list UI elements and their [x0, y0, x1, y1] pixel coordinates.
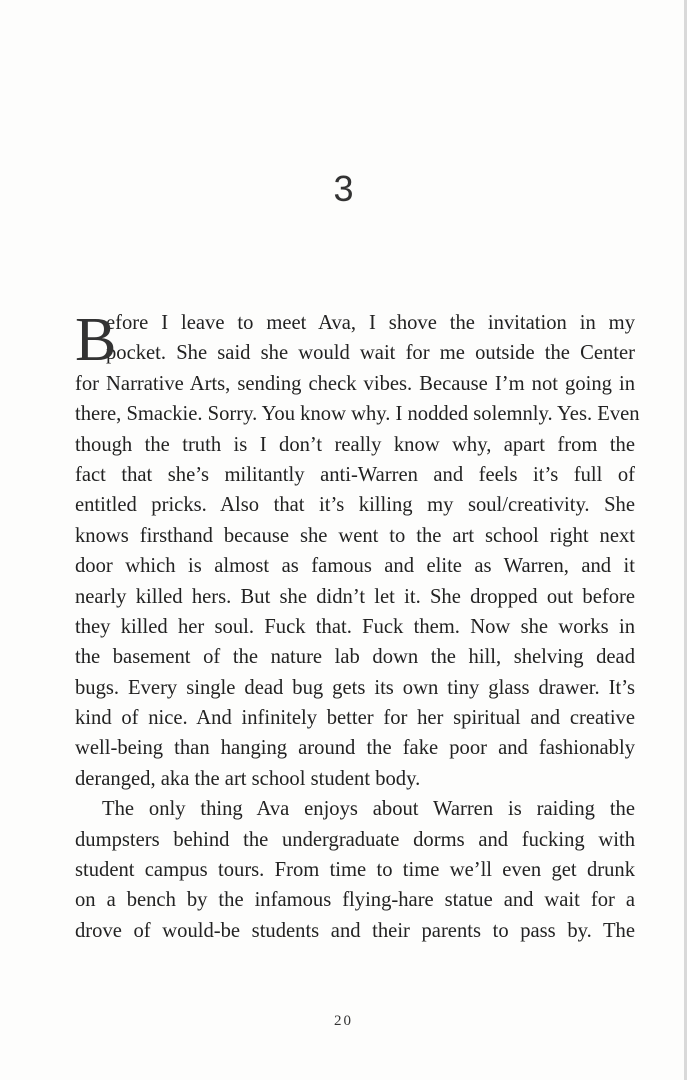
page-number: 20 [334, 1013, 353, 1029]
text-line: there, Smackie. Sorry. You know why. I nodded solemnly. Yes. Even [75, 403, 640, 426]
text-line: well-being than hanging around the fake poor and fashionably [75, 737, 635, 760]
text-line: for Narrative Arts, sending check vibes. Because I’m not going in [75, 372, 635, 395]
text-line: knows firsthand because she went to the art school right next [75, 524, 635, 547]
chapter-number: 3 [333, 168, 354, 209]
text-line: student campus tours. From time to time we’ll even get drunk [75, 859, 635, 882]
text-line: bugs. Every single dead bug gets its own tiny glass drawer. It’s [75, 676, 635, 699]
text-line: on a bench by the infamous flying-hare statue and wait for a [75, 889, 635, 912]
text-line: door which is almost as famous and elite as Warren, and it [75, 555, 635, 578]
text-line: the basement of the nature lab down the hill, shelving dead [75, 646, 635, 669]
text-line: entitled pricks. Also that it’s killing my soul/creativity. She [75, 494, 635, 517]
text-line: deranged, aka the art school student body. [75, 767, 421, 790]
text-line: nearly killed hers. But she didn’t let it. She dropped out before [75, 585, 635, 608]
text-line: dumpsters behind the undergraduate dorms and fucking with [75, 828, 635, 851]
text-line: efore I leave to meet Ava, I shove the invitation in my [106, 312, 635, 334]
text-line: though the truth is I don’t really know why, apart from the [75, 433, 635, 456]
text-line: they killed her soul. Fuck that. Fuck them. Now she works in [75, 615, 635, 638]
text-line: The only thing Ava enjoys about Warren is raiding the [102, 798, 635, 821]
text-line: fact that she’s militantly anti-Warren and feels it’s full of [75, 463, 635, 486]
body-text [75, 306, 640, 946]
drop-cap: B [75, 306, 117, 374]
text-line: kind of nice. And infinitely better for her spiritual and creative [75, 707, 635, 730]
text-line: drove of would-be students and their parents to pass by. The [75, 919, 635, 942]
text-line: pocket. She said she would wait for me outside the Center [106, 342, 635, 365]
